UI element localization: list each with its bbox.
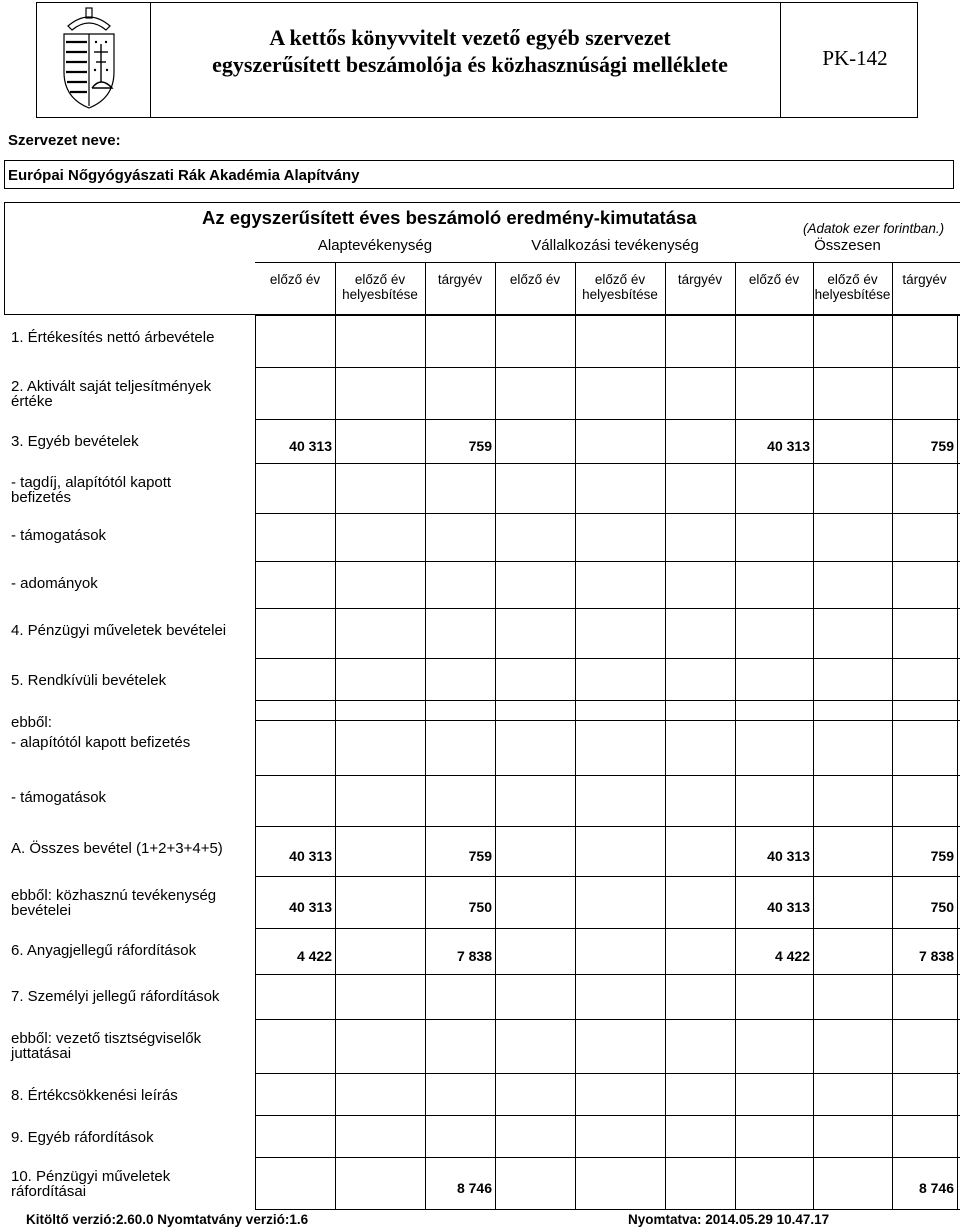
row-label-line1: 9. Egyéb ráfordítások [11,1129,154,1146]
row-divider [255,876,960,877]
row-divider [255,720,960,721]
body-column-divider [335,315,336,1209]
row-label-line1: 6. Anyagjellegű ráfordítások [11,942,197,959]
document-title-line2: egyszerűsített beszámolója és közhasznúsági melléklete [212,52,728,77]
row-label-line1: ebből: vezető tisztségviselők [11,1030,202,1047]
column-header-line1: előző év [594,272,646,287]
row-label [11,790,106,805]
column-header-line1: előző év [509,272,561,287]
row-label [11,379,211,409]
table-left-border [4,202,5,315]
footer-version-info: Kitöltő verzió:2.60.0 Nyomtatvány verzió:1.6 [26,1212,309,1227]
row-label-line1: - tagdíj, alapítótól kapott [11,474,172,491]
value-cell[interactable]: 759 [468,848,492,864]
org-name-label: Szervezet neve: [8,132,121,149]
document-title-line1: A kettős könyvvitelt vezető egyéb szervezet [269,25,671,50]
row-divider [255,419,960,420]
row-label [11,330,214,345]
row-label [11,1130,154,1145]
column-header-divider [892,262,893,315]
body-column-divider [665,315,666,1209]
column-header-divider [575,262,576,315]
value-cell[interactable]: 750 [468,899,492,915]
body-column-divider [495,315,496,1209]
column-header-6 [735,272,813,287]
row-label [11,475,171,505]
value-cell[interactable]: 7 838 [918,948,954,964]
row-label [11,841,223,856]
row-label-line1: - alapítótól kapott befizetés [11,734,191,751]
value-cell[interactable]: 40 313 [767,438,810,454]
group-header-total: Összesen [814,237,881,254]
value-cell[interactable]: 4 422 [774,948,810,964]
row-label-line1: - támogatások [11,527,107,544]
row-divider [255,608,960,609]
column-header-line1: tárgyév [902,272,947,287]
column-header-line2: helyesbítése [342,287,418,302]
row-divider [255,700,960,701]
row-label-line1: 10. Pénzügyi műveletek [11,1168,171,1185]
row-divider [255,974,960,975]
row-label-line1: - támogatások [11,789,107,806]
value-cell[interactable]: 40 313 [289,438,332,454]
row-divider [255,1073,960,1074]
column-header-0 [255,272,335,287]
hungarian-coat-of-arms-icon [56,6,122,110]
column-header-1 [335,272,425,302]
row-divider [255,315,960,316]
form-code: PK-142 [822,46,888,70]
row-label [11,715,52,730]
table-title: Az egyszerűsített éves beszámoló eredmény-kimutatása [202,207,697,228]
row-divider [255,826,960,827]
row-label [11,735,190,750]
column-header-line2: helyesbítése [814,287,891,302]
row-label-line1: 8. Értékcsökkenési leírás [11,1087,178,1104]
row-label-line2: befizetés [11,489,72,506]
row-label-line2: bevételei [11,902,72,919]
column-header-5 [665,272,735,287]
row-divider [255,775,960,776]
column-header-line1: előző év [354,272,406,287]
row-label-line1: A. Összes bevétel (1+2+3+4+5) [11,840,223,857]
footer-print-timestamp: Nyomtatva: 2014.05.29 10.47.17 [628,1212,830,1227]
column-header-2 [425,272,495,287]
row-divider [255,513,960,514]
value-cell[interactable]: 40 313 [289,899,332,915]
row-label-line1: ebből: közhasznú tevékenység [11,887,217,904]
value-cell[interactable]: 759 [930,438,954,454]
value-cell[interactable]: 759 [468,438,492,454]
body-column-divider [575,315,576,1209]
group-header-base-activity: Alaptevékenység [317,237,433,254]
row-label-line1: 2. Aktivált saját teljesítmények [11,378,212,395]
row-divider [255,463,960,464]
row-label-line1: ebből: [11,714,52,731]
row-label-line2: juttatásai [11,1045,72,1062]
row-label-line2: ráfordításai [11,1183,87,1200]
column-header-divider [425,262,426,315]
column-header-line2: helyesbítése [582,287,658,302]
column-header-line1: előző év [748,272,800,287]
value-cell[interactable]: 7 838 [456,948,492,964]
value-cell[interactable]: 4 422 [296,948,332,964]
body-column-divider [813,315,814,1209]
document-title [120,24,820,78]
value-cell[interactable]: 8 746 [918,1180,954,1196]
row-divider [255,1115,960,1116]
body-right-border [957,315,958,1209]
column-header-3 [495,272,575,287]
row-label [11,1088,178,1103]
group-header-business-activity: Vállalkozási tevékenység [531,237,699,254]
row-label [11,623,226,638]
column-header-line1: tárgyév [677,272,723,287]
row-label [11,888,216,918]
unit-note: (Adatok ezer forintban.) [803,221,945,236]
column-header-4 [575,272,665,302]
row-label-line1: 1. Értékesítés nettó árbevétele [11,329,215,346]
group-header-rule [255,262,960,263]
row-divider [255,658,960,659]
column-header-8 [892,272,957,287]
row-label-line1: 3. Egyéb bevételek [11,433,139,450]
value-cell[interactable]: 750 [930,899,954,915]
column-header-divider [495,262,496,315]
row-divider [255,928,960,929]
column-header-line1: előző év [269,272,321,287]
row-label [11,989,219,1004]
row-label [11,434,139,449]
row-divider [255,1209,960,1210]
column-header-line1: tárgyév [437,272,483,287]
row-label [11,943,196,958]
column-header-7 [813,272,892,302]
row-divider [255,1157,960,1158]
row-label [11,1169,170,1199]
org-name-value: Európai Nőgyógyászati Rák Akadémia Alapítvány [8,167,360,184]
row-label [11,673,166,688]
column-header-divider [665,262,666,315]
row-label-line1: - adományok [11,575,98,592]
row-label-line1: 7. Személyi jellegű ráfordítások [11,988,220,1005]
row-label-line2: értéke [11,393,53,410]
value-cell[interactable]: 40 313 [767,848,810,864]
table-top-border [4,202,960,203]
row-label-line1: 5. Rendkívüli bevételek [11,672,167,689]
value-cell[interactable]: 759 [930,848,954,864]
row-label [11,1031,201,1061]
row-label-line1: 4. Pénzügyi műveletek bevételei [11,622,227,639]
row-divider [255,1019,960,1020]
column-header-divider [335,262,336,315]
value-cell[interactable]: 8 746 [456,1180,492,1196]
row-label [11,528,106,543]
column-header-line1: előző év [827,272,878,287]
row-label [11,576,98,591]
column-header-divider [735,262,736,315]
row-divider [255,561,960,562]
value-cell[interactable]: 40 313 [289,848,332,864]
value-cell[interactable]: 40 313 [767,899,810,915]
column-header-divider [813,262,814,315]
row-divider [255,367,960,368]
